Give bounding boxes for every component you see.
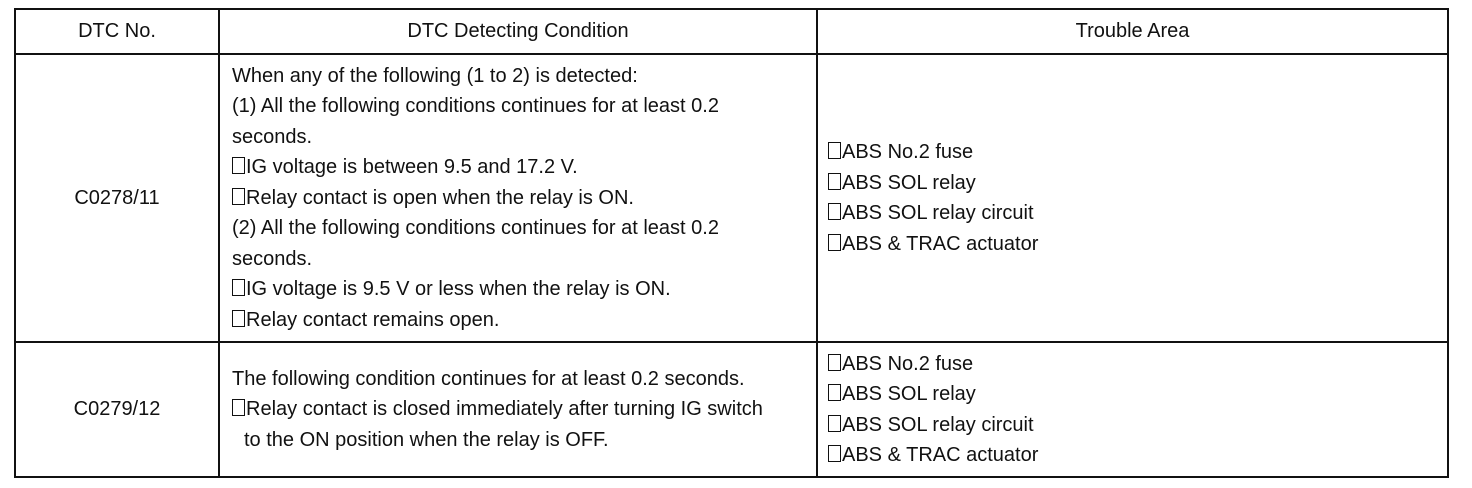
trouble-area-text: ABS No.2 fuse: [842, 141, 974, 163]
checkbox-bullet-icon: [828, 415, 841, 432]
condition-line: The following condition continues for at least 0.2 seconds.: [232, 367, 745, 390]
checkbox-bullet-icon: [828, 203, 841, 220]
condition-bullet-text: IG voltage is between 9.5 and 17.2 V.: [246, 156, 578, 179]
condition-line: seconds.: [232, 125, 313, 148]
condition-line: (1) All the following conditions continues for at least 0.2: [232, 95, 719, 118]
checkbox-bullet-icon: [828, 234, 841, 251]
condition-bullet-text: Relay contact remains open.: [246, 308, 500, 331]
trouble-area-item: [828, 198, 1437, 229]
detecting-condition-cell: [219, 342, 817, 477]
detecting-condition-cell: [219, 54, 817, 342]
condition-line: to the ON position when the relay is OFF.: [244, 428, 609, 451]
trouble-area-text: ABS SOL relay circuit: [842, 202, 1034, 224]
checkbox-bullet-icon: [232, 157, 245, 174]
dtc-table: [14, 8, 1449, 478]
trouble-area-text: ABS & TRAC actuator: [842, 232, 1039, 255]
checkbox-bullet-icon: [828, 354, 841, 371]
checkbox-bullet-icon: [828, 445, 841, 462]
checkbox-bullet-icon: [828, 384, 841, 401]
checkbox-bullet-icon: [232, 310, 245, 327]
condition-bullet-line: [232, 394, 806, 425]
trouble-area-item: [828, 229, 1437, 260]
trouble-area-item: [828, 379, 1437, 410]
trouble-area-item: [828, 137, 1437, 168]
header-row: [15, 9, 1448, 54]
condition-bullet-line: [232, 274, 806, 305]
condition-bullet-line: [232, 183, 806, 214]
condition-line: (2) All the following conditions continues for at least 0.2: [232, 217, 719, 240]
condition-bullet-line: [232, 305, 806, 336]
trouble-area-cell: [817, 54, 1448, 342]
trouble-area-item: [828, 440, 1437, 471]
trouble-area-text: ABS SOL relay: [842, 171, 976, 194]
dtc-code: C0279/12: [15, 342, 219, 477]
trouble-area-item: [828, 410, 1437, 441]
checkbox-bullet-icon: [232, 279, 245, 296]
checkbox-bullet-icon: [828, 142, 841, 159]
trouble-area-cell: [817, 342, 1448, 477]
condition-bullet-text: Relay contact is open when the relay is ON.: [246, 186, 634, 209]
condition-bullet-text: IG voltage is 9.5 V or less when the relay is ON.: [246, 278, 671, 301]
condition-line: When any of the following (1 to 2) is detected:: [232, 64, 638, 87]
checkbox-bullet-icon: [232, 188, 245, 205]
trouble-area-text: ABS No.2 fuse: [842, 352, 974, 375]
trouble-area-text: ABS SOL relay circuit: [842, 413, 1034, 436]
table-row: [15, 342, 1448, 477]
table-row: [15, 54, 1448, 342]
header-dtc-no: DTC No.: [15, 9, 219, 54]
trouble-area-text: ABS SOL relay: [842, 383, 976, 405]
condition-bullet-text: Relay contact is closed immediately after turning IG switch: [246, 398, 763, 421]
header-detecting-condition: DTC Detecting Condition: [219, 9, 817, 54]
dtc-code: C0278/11: [15, 54, 219, 342]
trouble-area-item: [828, 168, 1437, 199]
condition-line: seconds.: [232, 247, 313, 270]
condition-bullet-line: [232, 152, 806, 183]
header-trouble-area: Trouble Area: [817, 9, 1448, 54]
checkbox-bullet-icon: [828, 173, 841, 190]
trouble-area-item: [828, 349, 1437, 380]
trouble-area-text: ABS & TRAC actuator: [842, 444, 1039, 466]
checkbox-bullet-icon: [232, 399, 245, 416]
